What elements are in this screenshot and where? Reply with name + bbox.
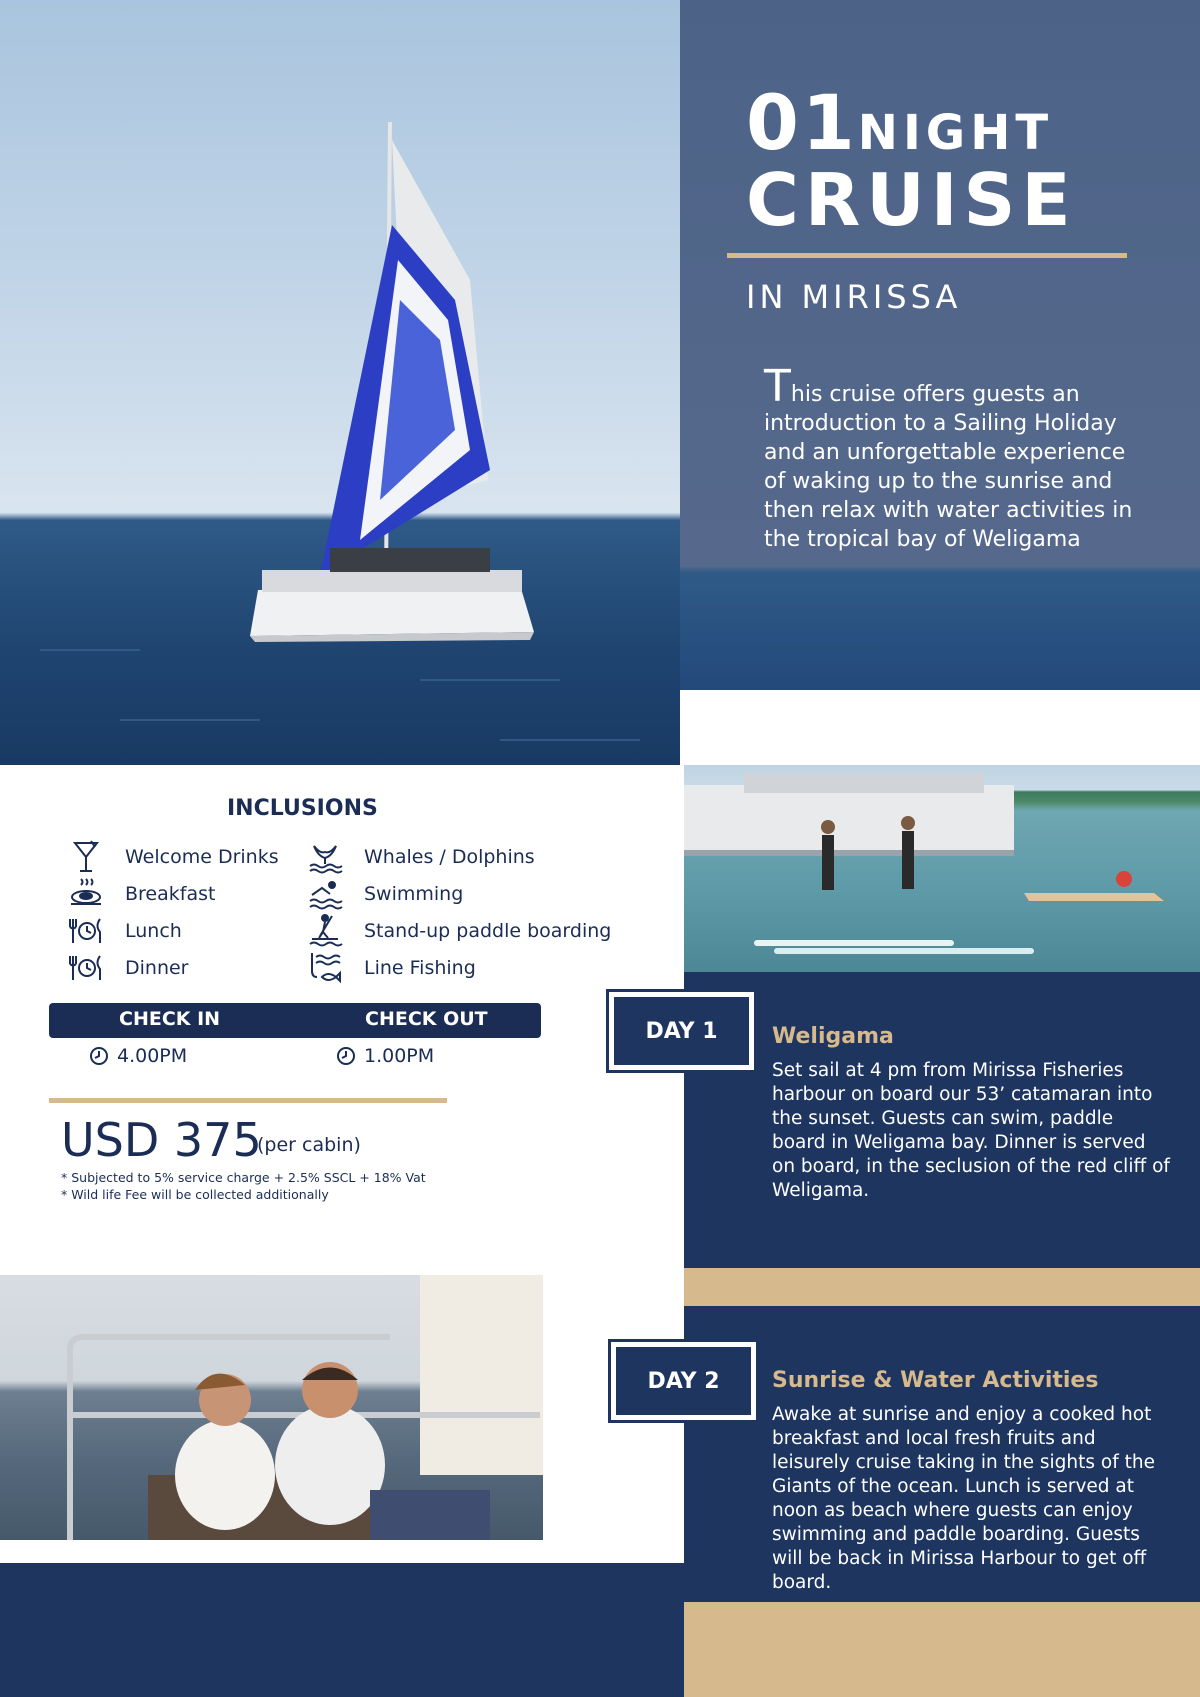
inclusion-label: Whales / Dolphins [364, 846, 535, 868]
breakfast-plate-icon [67, 877, 105, 911]
nights-number: 01 [746, 78, 858, 167]
title-cruise: CRUISE [746, 158, 1077, 242]
location-subtitle: IN MIRISSA [746, 278, 962, 316]
inclusion-paddle-boarding [306, 914, 611, 948]
catamaran-illustration [0, 0, 680, 765]
inclusion-swimming [306, 877, 463, 911]
fishing-icon [306, 951, 344, 985]
inclusion-lunch [67, 914, 182, 948]
inclusion-line-fishing [306, 951, 476, 985]
check-in-time [89, 1045, 187, 1067]
day-2-title: Sunrise & Water Activities [772, 1368, 1099, 1393]
gold-band-1 [684, 1268, 1200, 1306]
check-out-label: CHECK OUT [365, 1008, 488, 1030]
title-line-1 [746, 78, 1053, 167]
inclusion-label: Welcome Drinks [125, 846, 279, 868]
inclusion-label: Breakfast [125, 883, 216, 905]
check-in-label: CHECK IN [119, 1008, 221, 1030]
whale-tail-icon [306, 840, 344, 874]
inclusion-label: Dinner [125, 957, 189, 979]
inclusion-welcome-drinks [67, 840, 279, 874]
inclusion-label: Line Fishing [364, 957, 476, 979]
check-in-time-value: 4.00PM [117, 1045, 188, 1067]
paddleboarding-photo [684, 765, 1200, 972]
inclusion-breakfast [67, 877, 215, 911]
day-1-badge: DAY 1 [609, 992, 754, 1070]
intro-drop-cap: T [764, 361, 791, 412]
day-1-description: Set sail at 4 pm from Mirissa Fisheries harbour on board our 53’ catamaran into the sunset. Guests can swim, paddle board in Weligama bay. Dinner is served on board, in the seclusion of the red cliff of Weligama. [772, 1060, 1170, 1201]
inclusions-heading: INCLUSIONS [227, 796, 378, 821]
cocktail-glass-icon [67, 840, 105, 874]
price-note-tax: * Subjected to 5% service charge + 2.5% SSCL + 18% Vat [61, 1170, 426, 1185]
inclusion-whales-dolphins [306, 840, 535, 874]
title-night: NIGHT [857, 105, 1054, 161]
check-out-time [336, 1045, 434, 1067]
inclusion-label: Stand-up paddle boarding [364, 920, 612, 942]
price-unit: (per cabin) [257, 1134, 361, 1156]
paddleboard-icon [306, 914, 344, 948]
inclusion-dinner [67, 951, 189, 985]
couple-on-deck-photo [0, 1275, 543, 1540]
paddleboarding-illustration [684, 765, 1200, 972]
couple-illustration [0, 1275, 543, 1540]
check-out-time-value: 1.00PM [364, 1045, 435, 1067]
inclusion-label: Swimming [364, 883, 464, 905]
catamaran-photo [0, 0, 680, 765]
clock-icon [89, 1046, 109, 1066]
price-note-wildlife: * Wild life Fee will be collected additionally [61, 1187, 329, 1202]
day-2-description: Awake at sunrise and enjoy a cooked hot breakfast and local fresh fruits and leisurely cruise taking in the sights of the Giants of the ocean. Lunch is served at noon as beach where guests can enjoy swimming and paddle boarding. Guests will be back in Mirissa Harbour to get off board. [772, 1404, 1155, 1593]
title-divider [727, 253, 1127, 258]
price-divider [49, 1098, 447, 1103]
intro-text: his cruise offers guests an introduction to a Sailing Holiday and an unforgettable experience of waking up to the sunrise and then relax with water activities in the tropical bay of Weligama [764, 382, 1133, 552]
clock-icon [336, 1046, 356, 1066]
intro-paragraph [764, 361, 1134, 554]
day-1-title: Weligama [772, 1024, 894, 1049]
fork-clock-knife-icon [67, 951, 105, 985]
price-amount: USD 375 [61, 1113, 262, 1167]
fork-clock-knife-icon [67, 914, 105, 948]
gold-band-2 [684, 1602, 1200, 1697]
swimmer-icon [306, 877, 344, 911]
day-2-badge: DAY 2 [611, 1342, 756, 1420]
inclusion-label: Lunch [125, 920, 182, 942]
footer-navy-band [0, 1563, 684, 1697]
